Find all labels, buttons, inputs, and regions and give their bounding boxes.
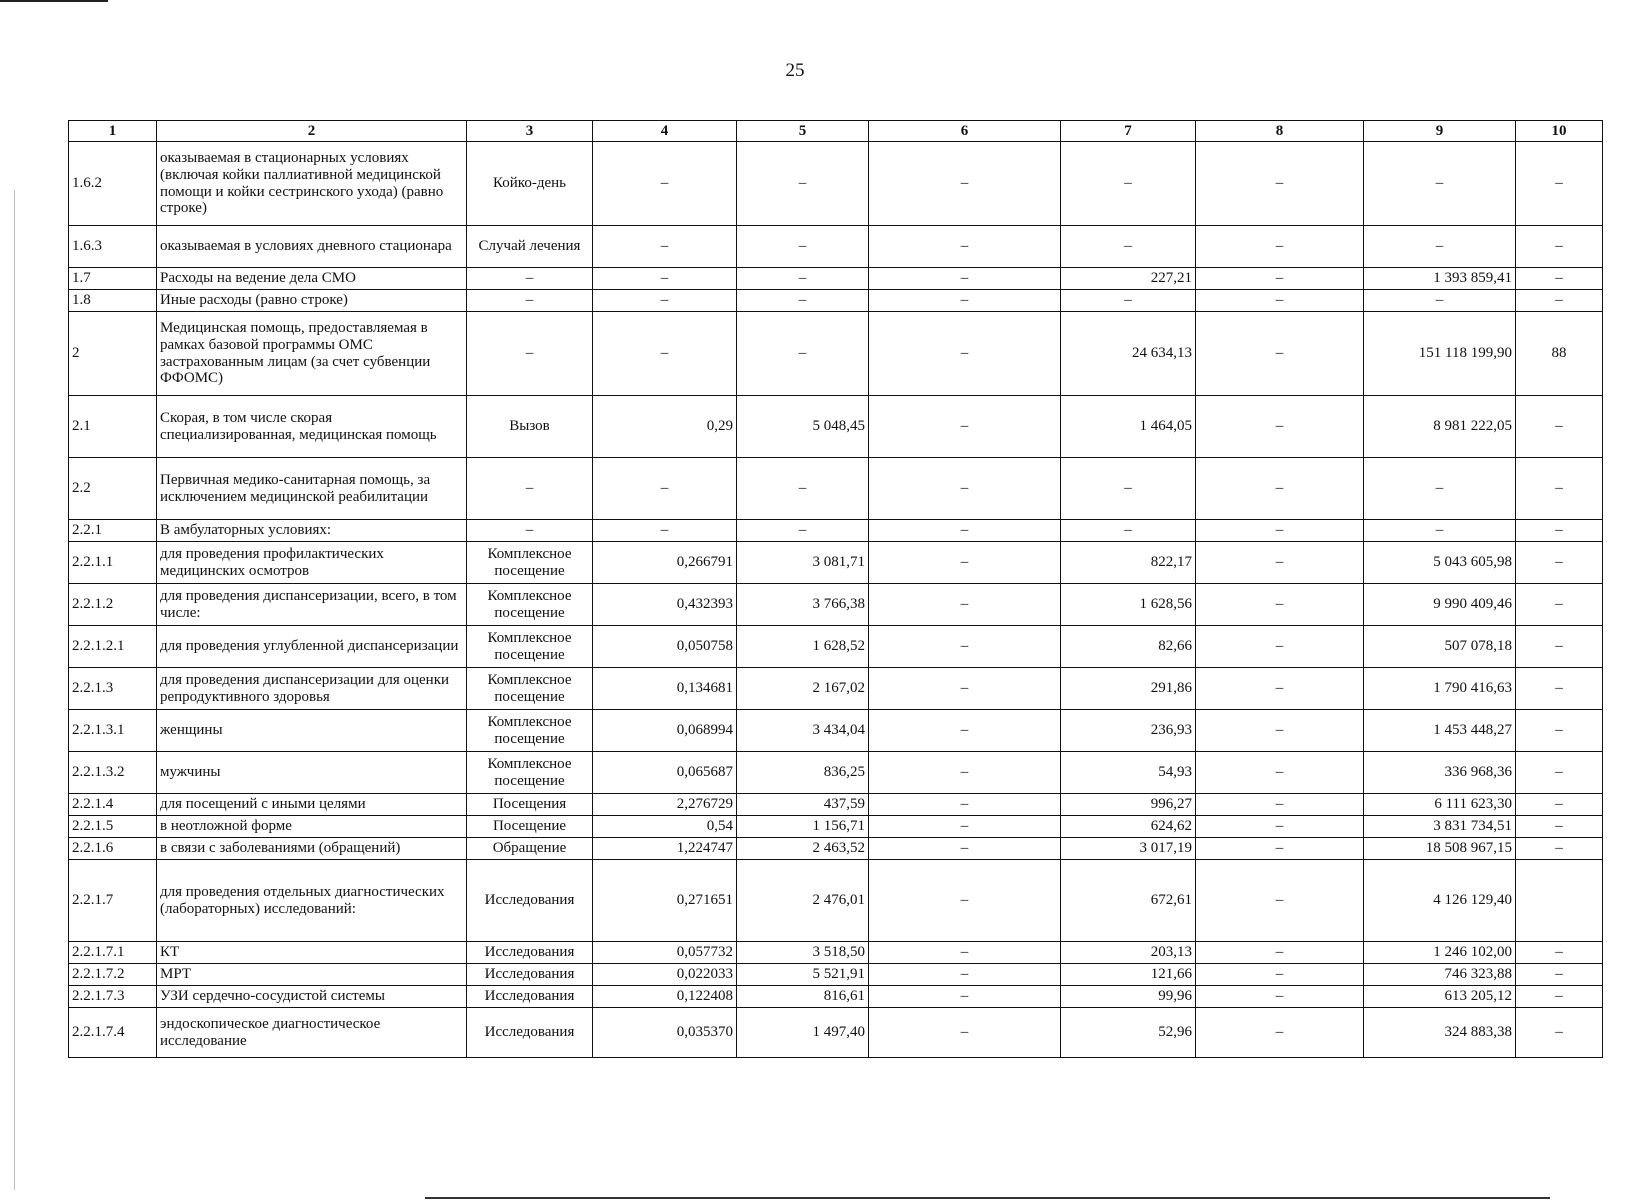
col-4-cell: 0,266791 bbox=[593, 542, 737, 584]
row-description-cell: женщины bbox=[157, 710, 467, 752]
col-3-cell: Исследования bbox=[467, 964, 593, 986]
row-description-cell: МРТ bbox=[157, 964, 467, 986]
col-6-cell: – bbox=[869, 584, 1061, 626]
row-code-cell: 2.2.1.3.1 bbox=[69, 710, 157, 752]
col-6-cell: – bbox=[869, 312, 1061, 396]
col-9-cell: – bbox=[1364, 142, 1516, 226]
row-description-cell: Иные расходы (равно строке) bbox=[157, 290, 467, 312]
col-4-cell: 0,271651 bbox=[593, 860, 737, 942]
column-number-5: 5 bbox=[737, 121, 869, 142]
column-number-8: 8 bbox=[1196, 121, 1364, 142]
row-code-cell: 2.2.1.7 bbox=[69, 860, 157, 942]
col-3-cell: Комплексное посещение bbox=[467, 584, 593, 626]
col-4-cell: 0,068994 bbox=[593, 710, 737, 752]
row-code-cell: 2.2.1.3 bbox=[69, 668, 157, 710]
col-10-cell: – bbox=[1516, 838, 1603, 860]
col-9-cell: – bbox=[1364, 290, 1516, 312]
col-8-cell: – bbox=[1196, 312, 1364, 396]
table-row bbox=[69, 794, 1603, 816]
col-3-cell: – bbox=[467, 312, 593, 396]
col-8-cell: – bbox=[1196, 396, 1364, 458]
col-8-cell: – bbox=[1196, 860, 1364, 942]
table-row bbox=[69, 668, 1603, 710]
col-7-cell: 624,62 bbox=[1061, 816, 1196, 838]
row-description-cell: оказываемая в условиях дневного стационара bbox=[157, 226, 467, 268]
col-5-cell: 5 521,91 bbox=[737, 964, 869, 986]
col-8-cell: – bbox=[1196, 986, 1364, 1008]
col-8-cell: – bbox=[1196, 668, 1364, 710]
col-9-cell: 1 453 448,27 bbox=[1364, 710, 1516, 752]
column-number-7: 7 bbox=[1061, 121, 1196, 142]
column-number-3: 3 bbox=[467, 121, 593, 142]
row-description-cell: В амбулаторных условиях: bbox=[157, 520, 467, 542]
column-number-9: 9 bbox=[1364, 121, 1516, 142]
table-row bbox=[69, 290, 1603, 312]
table-row bbox=[69, 860, 1603, 942]
col-6-cell: – bbox=[869, 542, 1061, 584]
row-description-cell: для проведения диспансеризации, всего, в том числе: bbox=[157, 584, 467, 626]
scan-mark-left-edge bbox=[14, 190, 15, 1190]
col-10-cell: – bbox=[1516, 942, 1603, 964]
row-code-cell: 2.2.1.2 bbox=[69, 584, 157, 626]
col-5-cell: 3 081,71 bbox=[737, 542, 869, 584]
table-row bbox=[69, 710, 1603, 752]
column-number-2: 2 bbox=[157, 121, 467, 142]
row-description-cell: оказываемая в стационарных условиях (включая койки паллиативной медицинской помощи и койки сестринского ухода) (равно строке) bbox=[157, 142, 467, 226]
row-description-cell: эндоскопическое диагностическое исследование bbox=[157, 1008, 467, 1058]
row-description-cell: КТ bbox=[157, 942, 467, 964]
col-10-cell: – bbox=[1516, 396, 1603, 458]
col-7-cell: 52,96 bbox=[1061, 1008, 1196, 1058]
col-3-cell: Исследования bbox=[467, 942, 593, 964]
table-row bbox=[69, 986, 1603, 1008]
col-7-cell: 54,93 bbox=[1061, 752, 1196, 794]
col-4-cell: 0,065687 bbox=[593, 752, 737, 794]
col-4-cell: 0,432393 bbox=[593, 584, 737, 626]
col-9-cell: 9 990 409,46 bbox=[1364, 584, 1516, 626]
col-6-cell: – bbox=[869, 860, 1061, 942]
col-10-cell: – bbox=[1516, 142, 1603, 226]
col-9-cell: 3 831 734,51 bbox=[1364, 816, 1516, 838]
col-3-cell: – bbox=[467, 458, 593, 520]
col-10-cell bbox=[1516, 860, 1603, 942]
col-5-cell: 836,25 bbox=[737, 752, 869, 794]
col-5-cell: 2 167,02 bbox=[737, 668, 869, 710]
col-3-cell: – bbox=[467, 290, 593, 312]
col-7-cell: – bbox=[1061, 142, 1196, 226]
table-row bbox=[69, 542, 1603, 584]
col-4-cell: – bbox=[593, 458, 737, 520]
col-4-cell: – bbox=[593, 520, 737, 542]
col-6-cell: – bbox=[869, 942, 1061, 964]
row-description-cell: Расходы на ведение дела СМО bbox=[157, 268, 467, 290]
col-9-cell: 8 981 222,05 bbox=[1364, 396, 1516, 458]
col-7-cell: 227,21 bbox=[1061, 268, 1196, 290]
col-3-cell: – bbox=[467, 520, 593, 542]
col-5-cell: 2 476,01 bbox=[737, 860, 869, 942]
col-9-cell: – bbox=[1364, 226, 1516, 268]
col-4-cell: 1,224747 bbox=[593, 838, 737, 860]
col-10-cell: – bbox=[1516, 542, 1603, 584]
col-8-cell: – bbox=[1196, 1008, 1364, 1058]
row-code-cell: 2.2.1.7.2 bbox=[69, 964, 157, 986]
row-description-cell: УЗИ сердечно-сосудистой системы bbox=[157, 986, 467, 1008]
col-8-cell: – bbox=[1196, 838, 1364, 860]
col-6-cell: – bbox=[869, 986, 1061, 1008]
col-10-cell: – bbox=[1516, 794, 1603, 816]
col-4-cell: 0,050758 bbox=[593, 626, 737, 668]
col-6-cell: – bbox=[869, 668, 1061, 710]
col-7-cell: 291,86 bbox=[1061, 668, 1196, 710]
table-row bbox=[69, 838, 1603, 860]
col-5-cell: – bbox=[737, 142, 869, 226]
col-8-cell: – bbox=[1196, 794, 1364, 816]
table-body bbox=[69, 142, 1603, 1058]
col-10-cell: – bbox=[1516, 226, 1603, 268]
col-4-cell: – bbox=[593, 142, 737, 226]
col-6-cell: – bbox=[869, 268, 1061, 290]
column-number-row bbox=[69, 121, 1603, 142]
col-4-cell: 0,035370 bbox=[593, 1008, 737, 1058]
col-5-cell: 816,61 bbox=[737, 986, 869, 1008]
table-row bbox=[69, 226, 1603, 268]
col-9-cell: 18 508 967,15 bbox=[1364, 838, 1516, 860]
col-5-cell: – bbox=[737, 290, 869, 312]
row-code-cell: 2.2.1.4 bbox=[69, 794, 157, 816]
row-description-cell: для проведения отдельных диагностических (лабораторных) исследований: bbox=[157, 860, 467, 942]
col-5-cell: – bbox=[737, 268, 869, 290]
col-9-cell: – bbox=[1364, 520, 1516, 542]
col-6-cell: – bbox=[869, 290, 1061, 312]
col-9-cell: 324 883,38 bbox=[1364, 1008, 1516, 1058]
col-6-cell: – bbox=[869, 396, 1061, 458]
row-description-cell: для проведения углубленной диспансеризации bbox=[157, 626, 467, 668]
col-3-cell: Вызов bbox=[467, 396, 593, 458]
col-7-cell: 1 628,56 bbox=[1061, 584, 1196, 626]
col-6-cell: – bbox=[869, 626, 1061, 668]
col-7-cell: 99,96 bbox=[1061, 986, 1196, 1008]
scan-mark-top-left bbox=[0, 0, 108, 2]
col-6-cell: – bbox=[869, 838, 1061, 860]
row-code-cell: 2.2.1.6 bbox=[69, 838, 157, 860]
col-6-cell: – bbox=[869, 458, 1061, 520]
table-row bbox=[69, 964, 1603, 986]
col-4-cell: 0,29 bbox=[593, 396, 737, 458]
row-code-cell: 2.2.1.7.3 bbox=[69, 986, 157, 1008]
col-10-cell: – bbox=[1516, 986, 1603, 1008]
col-8-cell: – bbox=[1196, 520, 1364, 542]
table-row bbox=[69, 396, 1603, 458]
row-code-cell: 1.8 bbox=[69, 290, 157, 312]
row-description-cell: для проведения диспансеризации для оценки репродуктивного здоровья bbox=[157, 668, 467, 710]
col-10-cell: – bbox=[1516, 964, 1603, 986]
row-description-cell: в связи с заболеваниями (обращений) bbox=[157, 838, 467, 860]
col-6-cell: – bbox=[869, 710, 1061, 752]
col-4-cell: 0,057732 bbox=[593, 942, 737, 964]
row-code-cell: 2 bbox=[69, 312, 157, 396]
col-6-cell: – bbox=[869, 1008, 1061, 1058]
row-code-cell: 1.6.2 bbox=[69, 142, 157, 226]
col-10-cell: – bbox=[1516, 290, 1603, 312]
col-8-cell: – bbox=[1196, 710, 1364, 752]
col-7-cell: 1 464,05 bbox=[1061, 396, 1196, 458]
col-3-cell: Койко-день bbox=[467, 142, 593, 226]
col-9-cell: 4 126 129,40 bbox=[1364, 860, 1516, 942]
col-8-cell: – bbox=[1196, 626, 1364, 668]
col-5-cell: 3 518,50 bbox=[737, 942, 869, 964]
col-9-cell: – bbox=[1364, 458, 1516, 520]
col-9-cell: 1 790 416,63 bbox=[1364, 668, 1516, 710]
column-number-4: 4 bbox=[593, 121, 737, 142]
table-row bbox=[69, 626, 1603, 668]
col-8-cell: – bbox=[1196, 142, 1364, 226]
table-row bbox=[69, 816, 1603, 838]
row-description-cell: Первичная медико-санитарная помощь, за исключением медицинской реабилитации bbox=[157, 458, 467, 520]
col-8-cell: – bbox=[1196, 226, 1364, 268]
col-3-cell: Комплексное посещение bbox=[467, 752, 593, 794]
col-8-cell: – bbox=[1196, 268, 1364, 290]
col-3-cell: Посещение bbox=[467, 816, 593, 838]
col-5-cell: 437,59 bbox=[737, 794, 869, 816]
col-7-cell: 121,66 bbox=[1061, 964, 1196, 986]
col-7-cell: 822,17 bbox=[1061, 542, 1196, 584]
col-4-cell: – bbox=[593, 312, 737, 396]
col-8-cell: – bbox=[1196, 964, 1364, 986]
col-9-cell: 336 968,36 bbox=[1364, 752, 1516, 794]
col-3-cell: Комплексное посещение bbox=[467, 710, 593, 752]
col-3-cell: Исследования bbox=[467, 1008, 593, 1058]
col-5-cell: 5 048,45 bbox=[737, 396, 869, 458]
row-description-cell: для посещений с иными целями bbox=[157, 794, 467, 816]
col-5-cell: 3 434,04 bbox=[737, 710, 869, 752]
col-9-cell: 746 323,88 bbox=[1364, 964, 1516, 986]
col-6-cell: – bbox=[869, 752, 1061, 794]
col-8-cell: – bbox=[1196, 584, 1364, 626]
row-description-cell: Скорая, в том числе скорая специализированная, медицинская помощь bbox=[157, 396, 467, 458]
col-3-cell: Комплексное посещение bbox=[467, 668, 593, 710]
col-9-cell: 5 043 605,98 bbox=[1364, 542, 1516, 584]
col-6-cell: – bbox=[869, 794, 1061, 816]
table-row bbox=[69, 752, 1603, 794]
col-6-cell: – bbox=[869, 226, 1061, 268]
col-8-cell: – bbox=[1196, 752, 1364, 794]
col-7-cell: – bbox=[1061, 290, 1196, 312]
col-7-cell: – bbox=[1061, 226, 1196, 268]
bottom-divider bbox=[425, 1197, 1550, 1199]
col-7-cell: – bbox=[1061, 520, 1196, 542]
col-10-cell: – bbox=[1516, 668, 1603, 710]
row-code-cell: 2.2.1.7.1 bbox=[69, 942, 157, 964]
table-row bbox=[69, 520, 1603, 542]
col-5-cell: 1 497,40 bbox=[737, 1008, 869, 1058]
table-row bbox=[69, 458, 1603, 520]
table-row bbox=[69, 584, 1603, 626]
row-code-cell: 1.7 bbox=[69, 268, 157, 290]
column-number-1: 1 bbox=[69, 121, 157, 142]
col-9-cell: 1 246 102,00 bbox=[1364, 942, 1516, 964]
col-6-cell: – bbox=[869, 520, 1061, 542]
col-10-cell: – bbox=[1516, 710, 1603, 752]
col-7-cell: 3 017,19 bbox=[1061, 838, 1196, 860]
col-3-cell: – bbox=[467, 268, 593, 290]
col-8-cell: – bbox=[1196, 290, 1364, 312]
budget-table bbox=[68, 120, 1603, 1058]
col-3-cell: Случай лечения bbox=[467, 226, 593, 268]
col-9-cell: 6 111 623,30 bbox=[1364, 794, 1516, 816]
col-3-cell: Исследования bbox=[467, 860, 593, 942]
row-description-cell: мужчины bbox=[157, 752, 467, 794]
col-5-cell: – bbox=[737, 520, 869, 542]
col-7-cell: 236,93 bbox=[1061, 710, 1196, 752]
col-7-cell: 82,66 bbox=[1061, 626, 1196, 668]
col-10-cell: – bbox=[1516, 1008, 1603, 1058]
page-number: 25 bbox=[785, 60, 805, 81]
col-10-cell: – bbox=[1516, 520, 1603, 542]
table-row bbox=[69, 142, 1603, 226]
col-7-cell: 203,13 bbox=[1061, 942, 1196, 964]
row-description-cell: в неотложной форме bbox=[157, 816, 467, 838]
col-7-cell: 672,61 bbox=[1061, 860, 1196, 942]
row-description-cell: Медицинская помощь, предоставляемая в рамках базовой программы ОМС застрахованным лицам (за счет субвенции ФФОМС) bbox=[157, 312, 467, 396]
col-10-cell: – bbox=[1516, 458, 1603, 520]
col-6-cell: – bbox=[869, 964, 1061, 986]
col-8-cell: – bbox=[1196, 458, 1364, 520]
col-3-cell: Посещения bbox=[467, 794, 593, 816]
col-9-cell: 507 078,18 bbox=[1364, 626, 1516, 668]
col-10-cell: 88 bbox=[1516, 312, 1603, 396]
col-4-cell: 0,022033 bbox=[593, 964, 737, 986]
col-6-cell: – bbox=[869, 142, 1061, 226]
row-code-cell: 2.2.1.5 bbox=[69, 816, 157, 838]
col-5-cell: – bbox=[737, 226, 869, 268]
col-9-cell: 1 393 859,41 bbox=[1364, 268, 1516, 290]
col-5-cell: 2 463,52 bbox=[737, 838, 869, 860]
col-7-cell: 996,27 bbox=[1061, 794, 1196, 816]
col-4-cell: 0,54 bbox=[593, 816, 737, 838]
table-row bbox=[69, 942, 1603, 964]
row-code-cell: 2.2.1 bbox=[69, 520, 157, 542]
column-number-6: 6 bbox=[869, 121, 1061, 142]
col-8-cell: – bbox=[1196, 816, 1364, 838]
col-4-cell: – bbox=[593, 290, 737, 312]
col-10-cell: – bbox=[1516, 816, 1603, 838]
row-code-cell: 2.2.1.7.4 bbox=[69, 1008, 157, 1058]
row-code-cell: 2.2 bbox=[69, 458, 157, 520]
row-code-cell: 2.2.1.2.1 bbox=[69, 626, 157, 668]
row-code-cell: 2.2.1.1 bbox=[69, 542, 157, 584]
col-8-cell: – bbox=[1196, 942, 1364, 964]
col-4-cell: – bbox=[593, 268, 737, 290]
col-10-cell: – bbox=[1516, 584, 1603, 626]
table-row bbox=[69, 312, 1603, 396]
row-code-cell: 2.2.1.3.2 bbox=[69, 752, 157, 794]
row-description-cell: для проведения профилактических медицинских осмотров bbox=[157, 542, 467, 584]
col-3-cell: Исследования bbox=[467, 986, 593, 1008]
column-number-10: 10 bbox=[1516, 121, 1603, 142]
col-3-cell: Комплексное посещение bbox=[467, 626, 593, 668]
col-4-cell: 2,276729 bbox=[593, 794, 737, 816]
table-row bbox=[69, 1008, 1603, 1058]
col-8-cell: – bbox=[1196, 542, 1364, 584]
col-10-cell: – bbox=[1516, 268, 1603, 290]
col-5-cell: – bbox=[737, 312, 869, 396]
col-5-cell: 1 156,71 bbox=[737, 816, 869, 838]
col-4-cell: 0,134681 bbox=[593, 668, 737, 710]
col-10-cell: – bbox=[1516, 752, 1603, 794]
col-6-cell: – bbox=[869, 816, 1061, 838]
table-row bbox=[69, 268, 1603, 290]
col-4-cell: 0,122408 bbox=[593, 986, 737, 1008]
col-9-cell: 151 118 199,90 bbox=[1364, 312, 1516, 396]
col-9-cell: 613 205,12 bbox=[1364, 986, 1516, 1008]
col-3-cell: Комплексное посещение bbox=[467, 542, 593, 584]
col-5-cell: 1 628,52 bbox=[737, 626, 869, 668]
col-5-cell: 3 766,38 bbox=[737, 584, 869, 626]
col-10-cell: – bbox=[1516, 626, 1603, 668]
col-7-cell: 24 634,13 bbox=[1061, 312, 1196, 396]
row-code-cell: 2.1 bbox=[69, 396, 157, 458]
col-5-cell: – bbox=[737, 458, 869, 520]
col-7-cell: – bbox=[1061, 458, 1196, 520]
col-4-cell: – bbox=[593, 226, 737, 268]
col-3-cell: Обращение bbox=[467, 838, 593, 860]
row-code-cell: 1.6.3 bbox=[69, 226, 157, 268]
